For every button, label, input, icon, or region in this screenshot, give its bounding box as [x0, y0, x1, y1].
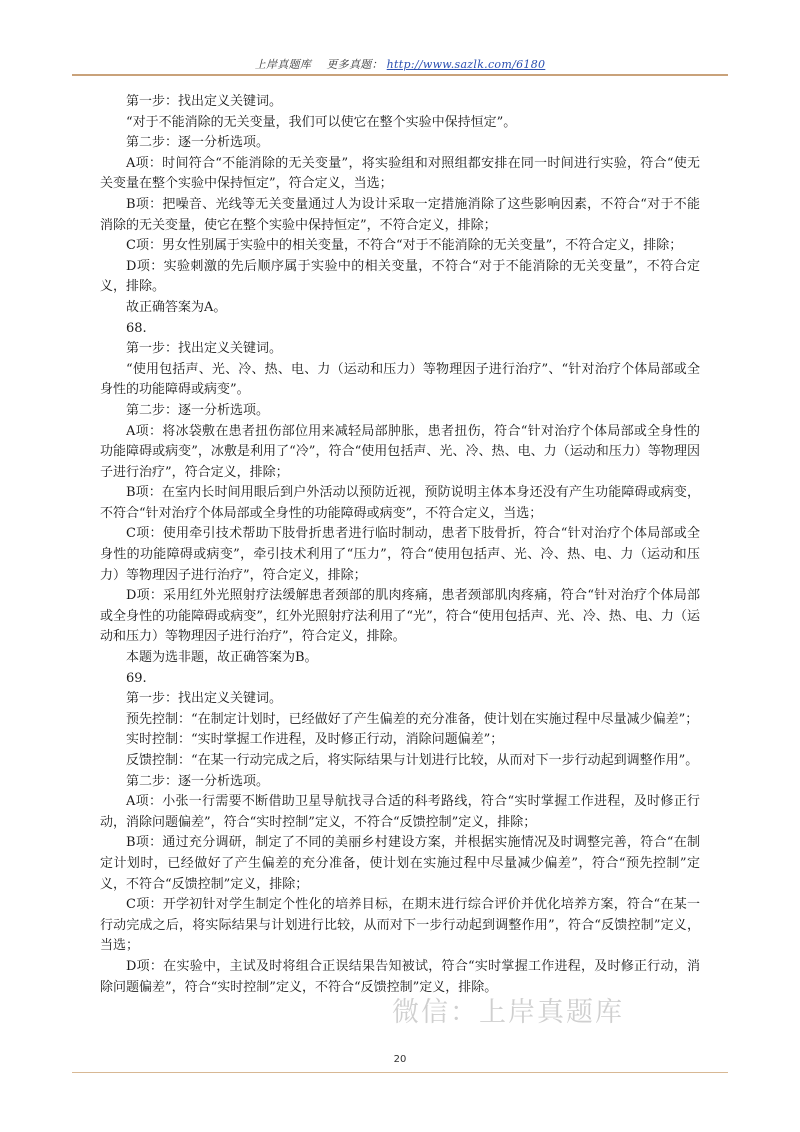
- paragraph: D项：在实验中，主试及时将组合正误结果告知被试，符合“实时掌握工作进程，及时修正行动，消除问题偏差”，符合“实时控制”定义，不符合“反馈控制”定义，排除。: [100, 958, 700, 995]
- header-url-link[interactable]: http://www.sazlk.com/6180: [386, 58, 546, 71]
- paragraph: “对于不能消除的无关变量，我们可以使它在整个实验中保持恒定”。: [126, 114, 517, 130]
- page-number: 20: [393, 1054, 407, 1065]
- paragraph: B项：在室内长时间用眼后到户外活动以预防近视，预防说明主体本身还没有产生功能障碍或病变，不符合“针对治疗个体局部或全身性的功能障碍或病变”，不符合定义，当选；: [100, 485, 700, 521]
- paragraph: 第二步：逐一分析选项。: [126, 402, 270, 418]
- paragraph: D项：采用红外光照射疗法缓解患者颈部的肌肉疼痛，患者颈部肌肉疼痛，符合“针对治疗个体局部或全身性的功能障碍或病变”，红外光照射疗法利用了“光”，符合“使用包括声、光、冷、热、电、力（运动和压力）等物理因子进行治疗”，符合定义，排除。: [100, 588, 700, 645]
- footer-divider: [72, 1072, 728, 1073]
- paragraph: B项：把噪音、光线等无关变量通过人为设计采取一定措施消除了这些影响因素，不符合“对于不能消除的无关变量，使它在整个实验中保持恒定”，不符合定义，排除；: [100, 196, 700, 233]
- header-divider: [72, 74, 728, 76]
- paragraph: C项：使用牵引技术帮助下肢骨折患者进行临时制动，患者下肢骨折，符合“针对治疗个体局部或全身性的功能障碍或病变”，牵引技术利用了“压力”，符合“使用包括声、光、冷、热、电、力（运动和压力）等物理因子进行治疗”，符合定义，排除；: [100, 526, 700, 583]
- paragraph: A项：小张一行需要不断借助卫星导航找寻合适的科考路线，符合“实时掌握工作进程，及时修正行动，消除问题偏差”，符合“实时控制”定义，不符合“反馈控制”定义，排除；: [100, 794, 700, 830]
- more-label: 更多真题：: [326, 58, 383, 71]
- paragraph: 第二步：逐一分析选项。: [126, 135, 270, 151]
- paragraph: 第一步：找出定义关键词。: [126, 94, 283, 109]
- paragraph: A项：时间符合“不能消除的无关变量”，将实验组和对照组都安排在同一时间进行实验，符合“使无关变量在整个实验中保持恒定”，符合定义，当选；: [100, 155, 700, 192]
- question-number: 69.: [126, 670, 147, 686]
- question-number: 68.: [126, 320, 147, 336]
- paragraph: 第二步：逐一分析选项。: [126, 773, 270, 789]
- page-header: [0, 56, 800, 72]
- paragraph: 反馈控制：“在某一行动完成之后，将实际结果与计划进行比较，从而对下一步行动起到调整作用”。: [126, 753, 699, 768]
- paragraph: D项：实验刺激的先后顺序属于实验中的相关变量，不符合“对于不能消除的无关变量”，不符合定义，排除。: [100, 258, 700, 295]
- paragraph: 故正确答案为A。: [126, 299, 227, 315]
- document-body: [100, 92, 700, 998]
- paragraph: 预先控制：“在制定计划时，已经做好了产生偏差的充分准备，使计划在实施过程中尽量减少偏差”；: [126, 711, 699, 727]
- paragraph: 第一步：找出定义关键词。: [126, 341, 283, 357]
- paragraph: A项：将冰袋敷在患者扭伤部位用来减轻局部肿胀，患者扭伤，符合“针对治疗个体局部或全身性的功能障碍或病变”，冰敷是利用了“冷”，符合“使用包括声、光、冷、热、电、力（运动和压力）等物理因子进行治疗”，符合定义，排除；: [100, 423, 700, 480]
- paragraph: C项：男女性别属于实验中的相关变量，不符合“对于不能消除的无关变量”，不符合定义，排除；: [126, 238, 683, 254]
- paragraph: 本题为选非题，故正确答案为B。: [126, 650, 318, 666]
- watermark-text: 微信：上岸真题库: [392, 997, 624, 1028]
- paragraph: “使用包括声、光、冷、热、电、力（运动和压力）等物理因子进行治疗”、“针对治疗个体局部或全身性的功能障碍或病变”。: [100, 361, 700, 398]
- site-name: 上岸真题库: [254, 58, 312, 71]
- paragraph: C项：开学初针对学生制定个性化的培养目标，在期末进行综合评价并优化培养方案，符合“在某一行动完成之后，将实际结果与计划进行比较，从而对下一步行动起到调整作用”，符合“反馈控制”定义，当选；: [100, 897, 700, 954]
- paragraph: B项：通过充分调研，制定了不同的美丽乡村建设方案，并根据实施情况及时调整完善，符合“在制定计划时，已经做好了产生偏差的充分准备，使计划在实施过程中尽量减少偏差”，符合“预先控制”定义，不符合“反馈控制”定义，排除；: [100, 835, 700, 892]
- paragraph: 实时控制：“实时掌握工作进程，及时修正行动，消除问题偏差”；: [126, 732, 504, 748]
- paragraph: 第一步：找出定义关键词。: [126, 691, 283, 707]
